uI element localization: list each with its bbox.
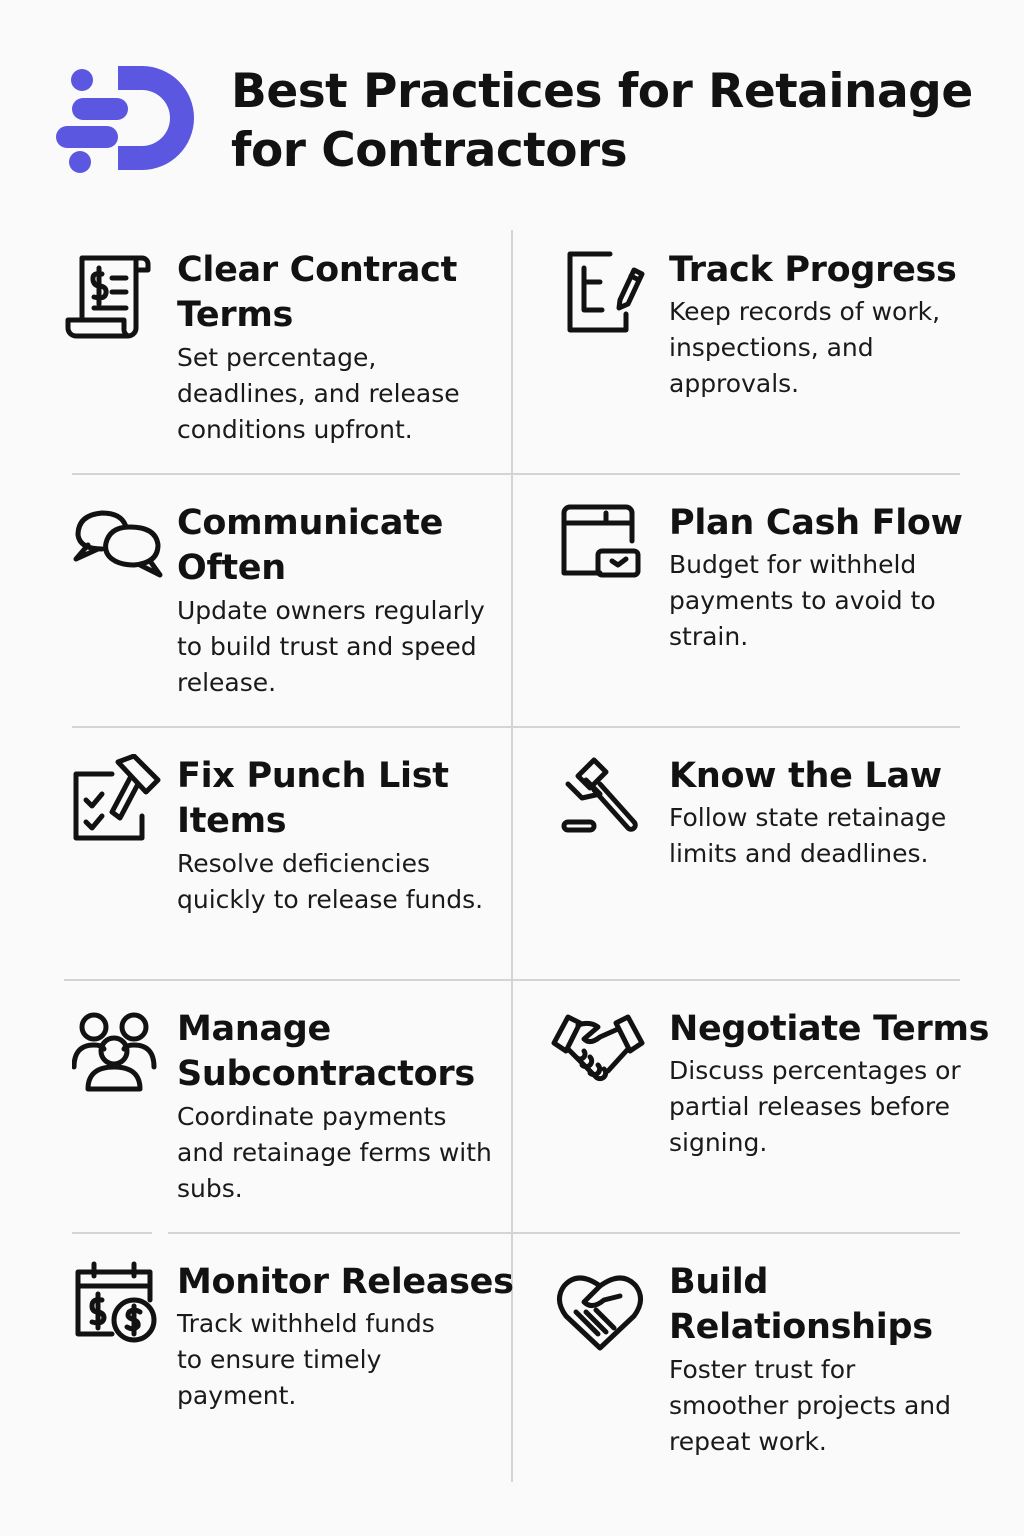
- page-title: Best Practices for Retainage for Contractors: [231, 64, 973, 178]
- practice-title: Negotiate Terms: [669, 1009, 990, 1049]
- row-divider: [72, 1232, 152, 1234]
- handshake-icon: [550, 1007, 646, 1103]
- practice-title: Track Progress: [669, 250, 957, 290]
- calendar-dollar-icon: [72, 1260, 168, 1356]
- row-divider: [64, 979, 960, 981]
- practice-title: Communicate Often: [177, 503, 444, 588]
- practice-title: Clear Contract Terms: [177, 250, 458, 335]
- row-divider: [168, 1232, 960, 1234]
- practice-description: Coordinate payments and retainage ferms with subs.: [177, 1102, 492, 1203]
- checklist-hammer-icon: [72, 754, 168, 850]
- practice-description: Set percentage, deadlines, and release conditions upfront.: [177, 343, 460, 444]
- practice-description: Update owners regularly to build trust and speed release.: [177, 596, 485, 697]
- practice-description: Track withheld funds to ensure timely payment.: [177, 1309, 435, 1410]
- practice-title: Plan Cash Flow: [669, 503, 963, 543]
- gavel-icon: [560, 754, 656, 850]
- chat-bubbles-icon: [72, 501, 168, 597]
- practice-title: Know the Law: [669, 756, 942, 796]
- row-divider: [72, 726, 960, 728]
- practice-title: Monitor Releases: [177, 1262, 514, 1302]
- practice-description: Resolve deficiencies quickly to release funds.: [177, 849, 484, 914]
- practice-description: Keep records of work, inspections, and approvals.: [669, 297, 941, 398]
- row-divider: [72, 473, 960, 475]
- practice-title: Build Relationships: [669, 1262, 933, 1347]
- practice-title: Fix Punch List Items: [177, 756, 449, 841]
- contract-document-icon: [64, 248, 160, 344]
- wallet-icon: [560, 501, 656, 597]
- practice-title: Manage Subcontractors: [177, 1009, 475, 1094]
- practice-description: Foster trust for smoother projects and repeat work.: [669, 1355, 951, 1456]
- practice-description: Follow state retainage limits and deadlines.: [669, 803, 947, 868]
- practice-description: Budget for withheld payments to avoid to strain.: [669, 550, 936, 651]
- team-icon: [72, 1007, 168, 1103]
- practice-description: Discuss percentages or partial releases before signing.: [669, 1056, 961, 1157]
- heart-handshake-icon: [556, 1268, 652, 1364]
- clipboard-pencil-icon: [564, 248, 660, 344]
